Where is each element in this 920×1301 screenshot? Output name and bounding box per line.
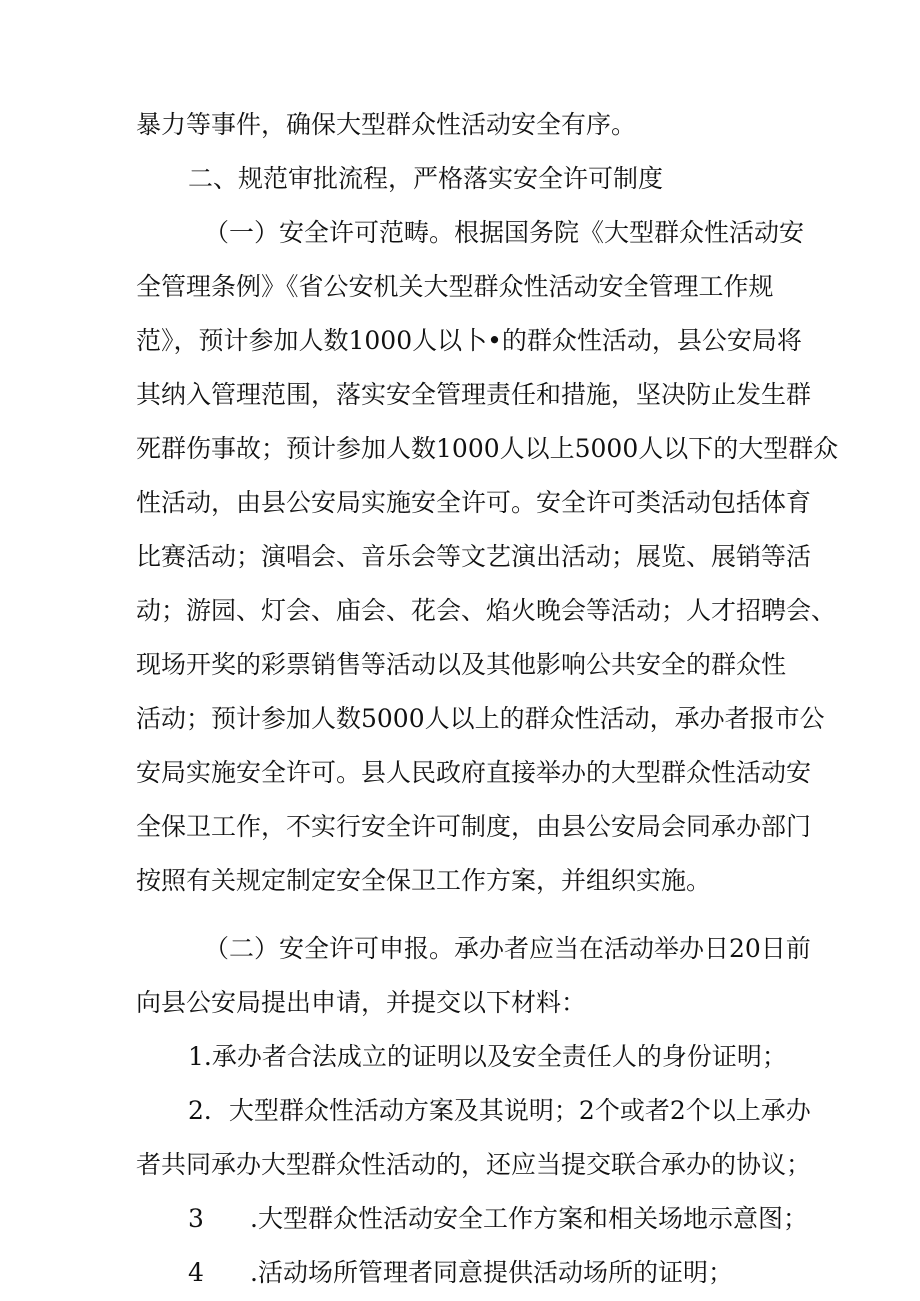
- paragraph-line: 安局实施安全许可。县人民政府直接举办的大型群众性活动安: [136, 758, 812, 787]
- paragraph-line: 比赛活动；演唱会、音乐会等文艺演出活动；展览、展销等活: [136, 542, 812, 571]
- list-number: 4: [188, 1258, 204, 1287]
- paragraph-line: 按照有关规定制定安全保卫工作方案，并组织实施。: [136, 866, 712, 895]
- paragraph-line: 动；游园、灯会、庙会、花会、焰火晚会等活动；人才招聘会、: [136, 596, 837, 625]
- paragraph-line: 范》，预计参加人数1000人以卜•的群众性活动，县公安局将: [136, 326, 802, 355]
- paragraph-line: 向县公安局提出申请，并提交以下材料：: [136, 988, 587, 1017]
- paragraph-line: 全保卫工作，不实行安全许可制度，由县公安局会同承办部门: [136, 812, 812, 841]
- list-text: .大型群众性活动安全工作方案和相关场地示意图；: [250, 1204, 808, 1233]
- paragraph-gap: [136, 908, 796, 922]
- paragraph-line: 暴力等事件，确保大型群众性活动安全有序。: [136, 110, 637, 139]
- paragraph-line: 现场开奖的彩票销售等活动以及其他影响公共安全的群众性: [136, 650, 787, 679]
- paragraph-line: 其纳入管理范围，落实安全管理责任和措施，坚决防止发生群: [136, 380, 812, 409]
- paragraph-line: 性活动，由县公安局实施安全许可。安全许可类活动包括体育: [136, 488, 812, 517]
- document-body: [136, 98, 839, 1300]
- list-item-2: 2．大型群众性活动方案及其说明；2个或者2个以上承办: [188, 1096, 811, 1125]
- paragraph-line: 全管理条例》《省公安机关大型群众性活动安全管理工作规: [136, 272, 774, 301]
- paragraph-line: （二）安全许可申报。承办者应当在活动举办日20日前: [204, 934, 811, 963]
- list-item-3: [136, 1192, 808, 1246]
- paragraph-line: 者共同承办大型群众性活动的，还应当提交联合承办的协议；: [136, 1150, 812, 1179]
- list-number: 3: [188, 1204, 204, 1233]
- paragraph-line: （一）安全许可范畴。根据国务院《大型群众性活动安: [204, 218, 805, 247]
- section-heading: 二、规范审批流程，严格落实安全许可制度: [188, 164, 664, 193]
- list-item-4: [136, 1246, 796, 1300]
- paragraph-line: 活动；预计参加人数5000人以上的群众性活动，承办者报市公: [136, 704, 825, 733]
- list-item-1: 1.承办者合法成立的证明以及安全责任人的身份证明；: [188, 1042, 787, 1071]
- paragraph-line: 死群伤事故；预计参加人数1000人以上5000人以下的大型群众: [136, 434, 839, 463]
- list-text: .活动场所管理者同意提供活动场所的证明；: [250, 1258, 733, 1287]
